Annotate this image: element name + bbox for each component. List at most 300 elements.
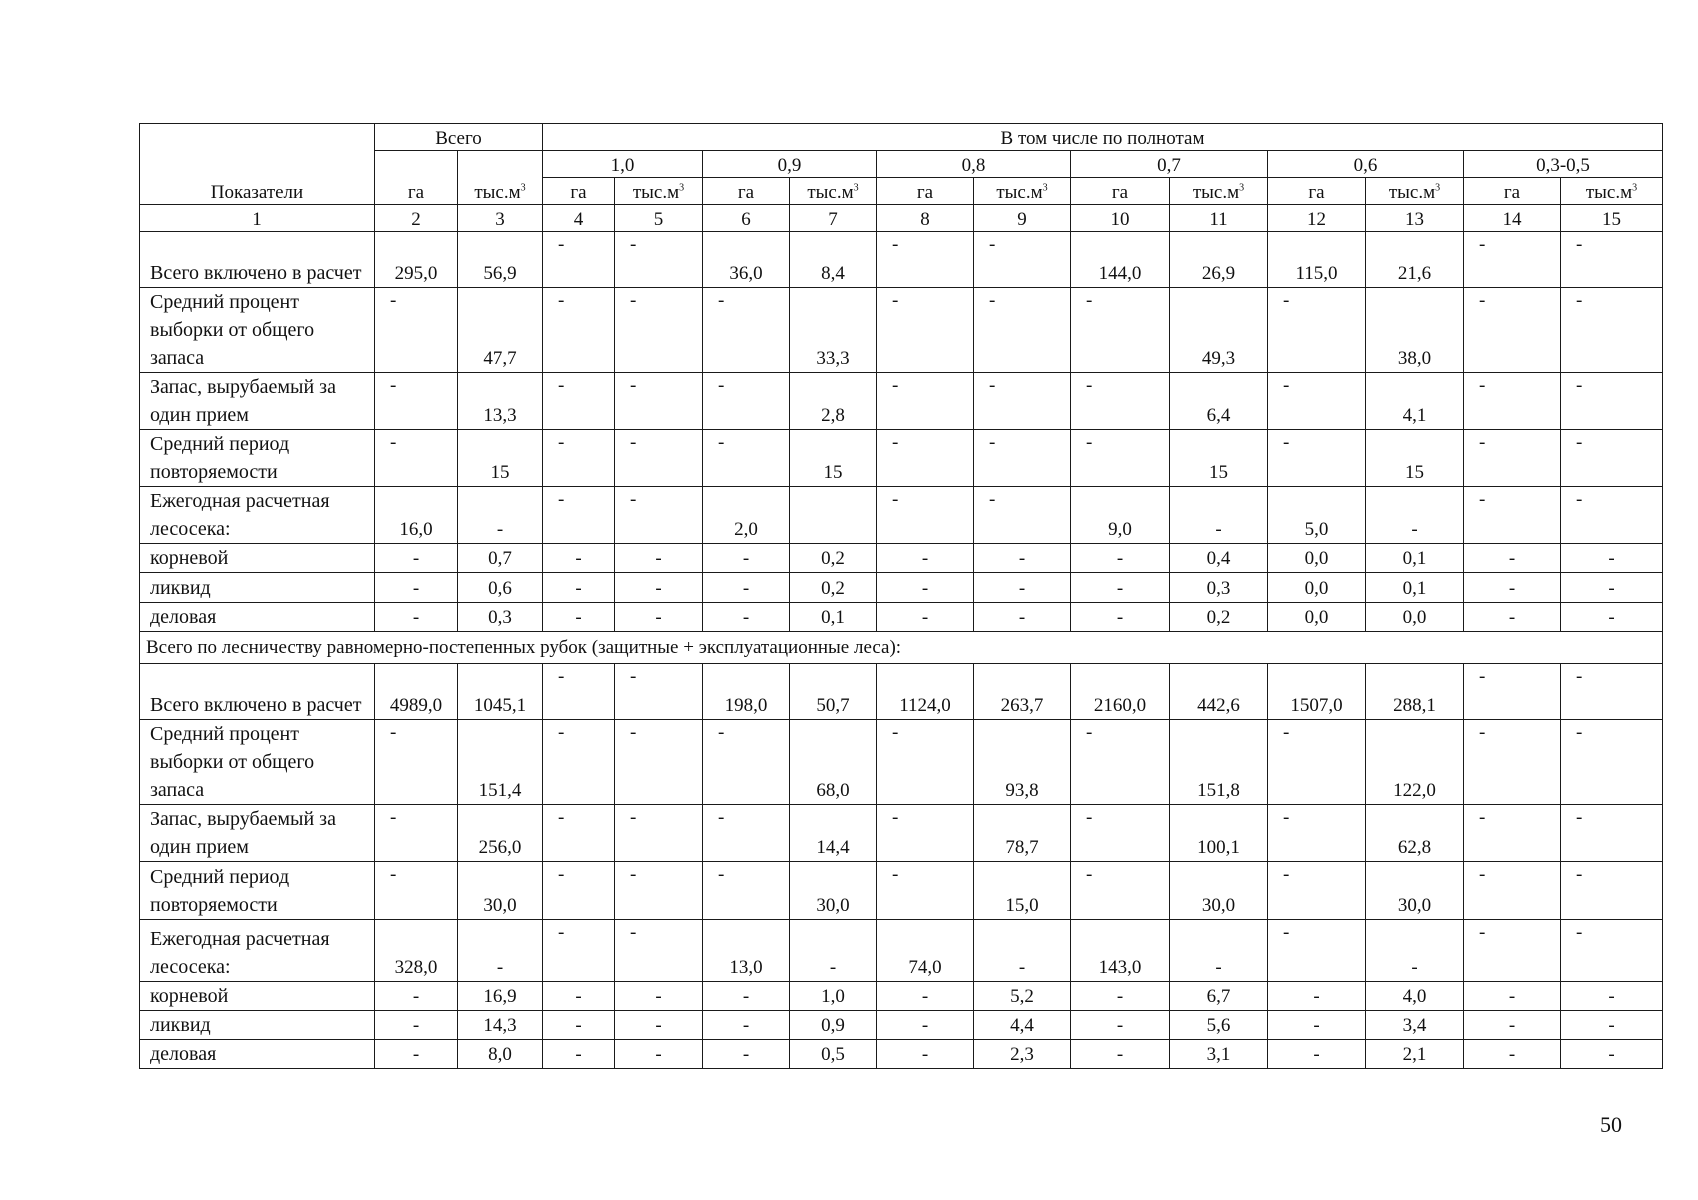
table-cell: [615, 288, 703, 373]
top-dash: -: [558, 375, 565, 396]
row-label: ликвид: [140, 573, 375, 603]
table-cell: [1464, 982, 1561, 1011]
cell-value: -: [742, 578, 750, 599]
table-cell: [1268, 1011, 1366, 1040]
table-cell: [1170, 920, 1268, 982]
table-cell: [1464, 573, 1561, 603]
table-cell: [1561, 544, 1663, 573]
table-cell: [375, 573, 458, 603]
table-cell: [543, 487, 615, 544]
cell-value: 0,2: [1206, 607, 1231, 628]
top-dash: -: [718, 864, 725, 885]
table-cell: [375, 1011, 458, 1040]
table-row: [140, 544, 1663, 573]
table-cell: [1071, 920, 1170, 982]
cell-value: 0,0: [1304, 607, 1329, 628]
column-number: 11: [1170, 205, 1268, 232]
table-cell: [1464, 720, 1561, 805]
cell-value: 0,1: [1402, 548, 1427, 569]
table-cell: [790, 1040, 877, 1069]
table-cell: [543, 720, 615, 805]
top-dash: -: [558, 432, 565, 453]
top-dash: -: [390, 290, 397, 311]
cell-value: 4,0: [1402, 986, 1427, 1007]
column-number: 1: [140, 205, 375, 232]
table-cell: [1561, 1011, 1663, 1040]
table-cell: [1561, 982, 1663, 1011]
table-cell: [1561, 373, 1663, 430]
table-cell: [1464, 430, 1561, 487]
row-label: ликвид: [140, 1011, 375, 1040]
table-cell: [615, 430, 703, 487]
table-cell: [1268, 920, 1366, 982]
cell-value: 0,0: [1304, 578, 1329, 599]
cell-value: 0,0: [1402, 607, 1427, 628]
cell-value: 0,2: [821, 548, 845, 569]
table-cell: [1366, 373, 1464, 430]
cell-value: 14,4: [816, 837, 850, 858]
cell-value: 16,0: [399, 519, 433, 540]
top-dash: -: [989, 290, 996, 311]
table-cell: [458, 720, 543, 805]
column-number: 12: [1268, 205, 1366, 232]
column-number: 5: [615, 205, 703, 232]
table-cell: [877, 373, 974, 430]
table-cell: [1561, 920, 1663, 982]
table-cell: [703, 805, 790, 862]
cell-value: 1045,1: [473, 695, 527, 716]
cell-value: -: [1608, 986, 1615, 1007]
section-row: [140, 632, 1663, 664]
cell-value: 56,9: [483, 263, 517, 284]
cell-value: -: [1411, 519, 1418, 540]
top-dash: -: [630, 375, 637, 396]
column-number: 15: [1561, 205, 1663, 232]
top-dash: -: [892, 489, 899, 510]
table-cell: [703, 373, 790, 430]
table-cell: [1561, 862, 1663, 920]
table-cell: [615, 982, 703, 1011]
table-cell: [615, 373, 703, 430]
cell-value: -: [1018, 957, 1026, 978]
table-cell: [1170, 544, 1268, 573]
cell-value: 144,0: [1098, 263, 1142, 284]
top-dash: -: [1283, 922, 1290, 943]
unit-vol-6: $тыс.м^3$: [1561, 178, 1663, 205]
cell-value: -: [1508, 1044, 1516, 1065]
cell-value: 74,0: [908, 957, 942, 978]
table-cell: [543, 544, 615, 573]
top-dash: -: [1086, 375, 1093, 396]
cell-value: 36,0: [729, 263, 763, 284]
cell-value: 4989,0: [389, 695, 443, 716]
cell-value: -: [1508, 1015, 1516, 1036]
top-dash: -: [892, 722, 899, 743]
top-dash: -: [1086, 864, 1093, 885]
top-dash: -: [630, 489, 637, 510]
cell-value: -: [1508, 986, 1516, 1007]
table-cell: [543, 232, 615, 288]
top-dash: -: [390, 432, 397, 453]
table-cell: [615, 720, 703, 805]
table-cell: [375, 982, 458, 1011]
cell-value: 6,7: [1206, 986, 1231, 1007]
forest-stats-table: [139, 123, 1663, 1069]
top-dash: -: [630, 922, 637, 943]
cell-value: 78,7: [1005, 837, 1039, 858]
top-dash: -: [558, 666, 565, 687]
table-cell: [1071, 544, 1170, 573]
density-group-4: 0,7: [1071, 151, 1268, 178]
cell-value: -: [412, 986, 420, 1007]
top-dash: -: [718, 375, 725, 396]
cell-value: -: [742, 1044, 750, 1065]
table-cell: [543, 373, 615, 430]
table-cell: [615, 664, 703, 720]
cell-value: -: [921, 1015, 929, 1036]
cell-value: 68,0: [816, 780, 850, 801]
table-cell: [1366, 430, 1464, 487]
cell-value: 33,3: [816, 348, 850, 369]
table-cell: [790, 603, 877, 632]
cell-value: 13,0: [729, 957, 763, 978]
cell-value: 14,3: [483, 1015, 517, 1036]
cell-value: 15: [490, 462, 510, 483]
top-dash: -: [1086, 432, 1093, 453]
cell-value: 100,1: [1197, 837, 1240, 858]
cell-value: 21,6: [1397, 263, 1432, 284]
table-cell: [1071, 232, 1170, 288]
unit-ha-2: га: [703, 178, 790, 205]
table-cell: [790, 664, 877, 720]
table-cell: [543, 862, 615, 920]
cell-value: -: [1608, 578, 1615, 599]
cell-value: 50,7: [816, 695, 850, 716]
top-dash: -: [1283, 432, 1290, 453]
table-cell: [1268, 288, 1366, 373]
top-dash: -: [1086, 807, 1093, 828]
table-cell: [703, 1011, 790, 1040]
table-cell: [790, 1011, 877, 1040]
total-vol-header: $тыс.м^3$: [458, 151, 543, 205]
table-cell: [1170, 603, 1268, 632]
top-dash: -: [558, 290, 565, 311]
table-cell: [1268, 232, 1366, 288]
page-number: 50: [1600, 1112, 1622, 1137]
density-group-5: 0,6: [1268, 151, 1464, 178]
cell-value: -: [1313, 986, 1320, 1007]
table-cell: [1268, 573, 1366, 603]
top-dash: -: [630, 807, 637, 828]
column-number: 6: [703, 205, 790, 232]
top-dash: -: [718, 807, 725, 828]
cell-value: -: [655, 986, 662, 1007]
cell-value: 2,0: [734, 519, 758, 540]
table-cell: [703, 603, 790, 632]
table-cell: [1464, 664, 1561, 720]
table-cell: [1170, 1011, 1268, 1040]
table-cell: [543, 430, 615, 487]
table-cell: [458, 664, 543, 720]
top-dash: -: [1479, 807, 1486, 828]
table-cell: [974, 288, 1071, 373]
top-dash: -: [630, 432, 637, 453]
cell-value: -: [412, 578, 420, 599]
table-cell: [458, 603, 543, 632]
table-cell: [1366, 288, 1464, 373]
table-row: [140, 805, 1663, 862]
cell-value: 30,0: [816, 895, 850, 916]
table-cell: [458, 573, 543, 603]
cell-value: -: [655, 548, 662, 569]
unit-vol-3: $тыс.м^3$: [974, 178, 1071, 205]
table-cell: [1268, 720, 1366, 805]
table-cell: [615, 862, 703, 920]
table-cell: [1561, 1040, 1663, 1069]
table-cell: [1464, 288, 1561, 373]
cell-value: 5,6: [1206, 1015, 1231, 1036]
table-cell: [974, 232, 1071, 288]
table-cell: [703, 1040, 790, 1069]
cell-value: -: [496, 957, 504, 978]
table-cell: [458, 1011, 543, 1040]
cell-value: -: [412, 607, 420, 628]
top-dash: -: [1479, 922, 1486, 943]
table-cell: [543, 664, 615, 720]
cell-value: 1,0: [821, 986, 845, 1007]
cell-value: 2,8: [821, 405, 845, 426]
cell-value: -: [742, 548, 750, 569]
top-dash: -: [630, 722, 637, 743]
table-cell: [1071, 373, 1170, 430]
table-cell: [543, 1011, 615, 1040]
table-cell: [1268, 430, 1366, 487]
table-cell: [543, 573, 615, 603]
column-number: 3: [458, 205, 543, 232]
table-cell: [790, 805, 877, 862]
table-cell: [877, 720, 974, 805]
table-cell: [458, 487, 543, 544]
cell-value: 0,3: [1206, 578, 1231, 599]
row-label: Запас, вырубаемый за один прием: [140, 805, 375, 862]
top-dash: -: [1283, 375, 1290, 396]
table-cell: [703, 720, 790, 805]
top-dash: -: [1479, 864, 1486, 885]
top-dash: -: [630, 666, 637, 687]
table-cell: [1464, 1040, 1561, 1069]
cell-value: -: [655, 1015, 662, 1036]
top-dash: -: [1479, 375, 1486, 396]
table-cell: [1071, 805, 1170, 862]
top-dash: -: [892, 375, 899, 396]
cell-value: 47,7: [483, 348, 517, 369]
table-cell: [615, 603, 703, 632]
table-cell: [877, 487, 974, 544]
table-cell: [703, 573, 790, 603]
top-dash: -: [1576, 922, 1583, 943]
table-cell: [1071, 664, 1170, 720]
table-row: [140, 603, 1663, 632]
table-cell: [1366, 920, 1464, 982]
cell-value: -: [1608, 548, 1615, 569]
top-dash: -: [1086, 722, 1093, 743]
density-group-1: 1,0: [543, 151, 703, 178]
cell-value: 442,6: [1197, 695, 1240, 716]
table-cell: [703, 232, 790, 288]
column-number: 2: [375, 205, 458, 232]
table-cell: [974, 430, 1071, 487]
table-cell: [703, 664, 790, 720]
table-cell: [375, 487, 458, 544]
top-dash: -: [1576, 666, 1583, 687]
top-dash: -: [989, 489, 996, 510]
cell-value: 15,0: [1005, 895, 1039, 916]
cell-value: 2,3: [1010, 1044, 1034, 1065]
table-row: [140, 373, 1663, 430]
cell-value: 8,4: [821, 263, 845, 284]
cell-value: 0,9: [821, 1015, 845, 1036]
table-cell: [877, 920, 974, 982]
top-dash: -: [1576, 722, 1583, 743]
table-cell: [1071, 430, 1170, 487]
column-numbers-row: [140, 205, 1663, 232]
unit-ha-3: га: [877, 178, 974, 205]
table-cell: [974, 920, 1071, 982]
cell-value: -: [1116, 986, 1124, 1007]
table-cell: [1268, 805, 1366, 862]
table-cell: [1268, 664, 1366, 720]
cell-value: 4,4: [1010, 1015, 1034, 1036]
top-dash: -: [1086, 290, 1093, 311]
cell-value: -: [1215, 519, 1222, 540]
table-cell: [1464, 1011, 1561, 1040]
unit-ha-6: га: [1464, 178, 1561, 205]
unit-ha-1: га: [543, 178, 615, 205]
top-dash: -: [1283, 722, 1290, 743]
cell-value: 0,5: [821, 1044, 845, 1065]
table-cell: [1268, 982, 1366, 1011]
column-number: 10: [1071, 205, 1170, 232]
cell-value: -: [1411, 957, 1418, 978]
cell-value: 0,4: [1206, 548, 1231, 569]
top-dash: -: [1283, 807, 1290, 828]
table-cell: [1170, 373, 1268, 430]
top-dash: -: [718, 722, 725, 743]
cell-value: -: [742, 607, 750, 628]
unit-vol-4: $тыс.м^3$: [1170, 178, 1268, 205]
table-cell: [1366, 720, 1464, 805]
table-cell: [1170, 664, 1268, 720]
table-cell: [1366, 232, 1464, 288]
cell-value: -: [1116, 548, 1124, 569]
cell-value: 2160,0: [1093, 695, 1147, 716]
cell-value: 0,0: [1304, 548, 1329, 569]
top-dash: -: [1576, 489, 1583, 510]
table-cell: [703, 920, 790, 982]
cell-value: 122,0: [1393, 780, 1436, 801]
table-cell: [1268, 862, 1366, 920]
top-dash: -: [630, 864, 637, 885]
table-cell: [375, 232, 458, 288]
cell-value: 15: [823, 462, 843, 483]
cell-value: -: [1508, 607, 1516, 628]
top-dash: -: [1479, 722, 1486, 743]
table-cell: [1071, 1011, 1170, 1040]
top-dash: -: [892, 807, 899, 828]
unit-vol-1: $тыс.м^3$: [615, 178, 703, 205]
table-cell: [1561, 805, 1663, 862]
table-cell: [877, 232, 974, 288]
table-cell: [974, 373, 1071, 430]
cell-value: -: [829, 957, 837, 978]
cell-value: -: [921, 986, 929, 1007]
table-row: [140, 720, 1663, 805]
table-cell: [877, 1040, 974, 1069]
table-cell: [1561, 232, 1663, 288]
table-cell: [974, 805, 1071, 862]
cell-value: -: [1608, 1044, 1615, 1065]
unit-vol-5: $тыс.м^3$: [1366, 178, 1464, 205]
table-row: [140, 288, 1663, 373]
table-cell: [615, 487, 703, 544]
density-group-3: 0,8: [877, 151, 1071, 178]
cell-value: 13,3: [483, 405, 517, 426]
by-density-header: В том числе по полнотам: [543, 124, 1663, 151]
table-cell: [790, 288, 877, 373]
cell-value: -: [575, 607, 582, 628]
cell-value: 0,1: [821, 607, 845, 628]
table-cell: [1464, 862, 1561, 920]
row-label: Средний период повторяемости: [140, 862, 375, 920]
cell-value: 38,0: [1397, 348, 1432, 369]
cell-value: 0,7: [488, 548, 512, 569]
table-cell: [615, 1011, 703, 1040]
cell-value: 256,0: [478, 837, 522, 858]
top-dash: -: [1479, 432, 1486, 453]
cell-value: -: [575, 548, 582, 569]
table-row: [140, 487, 1663, 544]
cell-value: -: [1116, 1015, 1124, 1036]
table-cell: [1170, 487, 1268, 544]
table-cell: [1170, 232, 1268, 288]
table-cell: [458, 805, 543, 862]
density-group-6: 0,3-0,5: [1464, 151, 1663, 178]
table-cell: [1268, 1040, 1366, 1069]
cell-value: 30,0: [1397, 895, 1432, 916]
cell-value: 5,2: [1010, 986, 1034, 1007]
table-cell: [877, 1011, 974, 1040]
table-cell: [703, 862, 790, 920]
cell-value: -: [742, 1015, 750, 1036]
table-cell: [1366, 544, 1464, 573]
cell-value: -: [496, 519, 504, 540]
table-cell: [1464, 232, 1561, 288]
cell-value: 30,0: [483, 895, 517, 916]
table-cell: [1170, 430, 1268, 487]
indicators-header: Показатели: [140, 124, 375, 205]
top-dash: -: [390, 807, 397, 828]
unit-ha-4: га: [1071, 178, 1170, 205]
cell-value: 4,1: [1402, 405, 1427, 426]
top-dash: -: [558, 489, 565, 510]
column-number: 13: [1366, 205, 1464, 232]
top-dash: -: [1576, 432, 1583, 453]
top-dash: -: [718, 290, 725, 311]
top-dash: -: [718, 432, 725, 453]
table-cell: [1071, 862, 1170, 920]
cell-value: 143,0: [1098, 957, 1142, 978]
table-cell: [790, 982, 877, 1011]
